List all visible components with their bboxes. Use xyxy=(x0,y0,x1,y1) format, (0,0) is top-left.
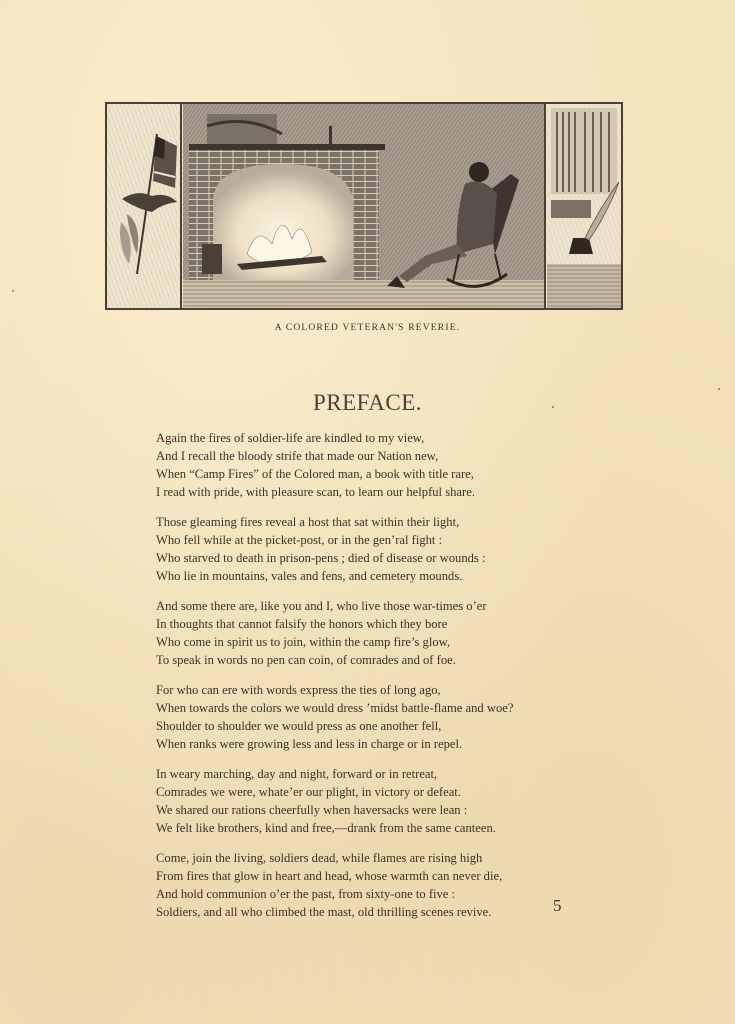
poem-line: Shoulder to shoulder we would press as one another fell, xyxy=(156,719,442,733)
poem-line: When “Camp Fires” of the Colored man, a book with title rare, xyxy=(156,467,474,481)
poem-line: And hold communion o’er the past, from sixty-one to five : xyxy=(156,887,456,901)
stanza xyxy=(156,681,626,753)
poem-line: When towards the colors we would dress ’midst battle-flame and woe? xyxy=(156,701,514,715)
poem-line: Who lie in mountains, vales and fens, and cemetery mounds. xyxy=(156,569,463,583)
page-title: PREFACE. xyxy=(312,390,423,415)
poem-line: Who come in spirit us to join, within the camp fire’s glow, xyxy=(156,635,451,649)
poem-line: I read with pride, with pleasure scan, to learn our helpful share. xyxy=(156,485,475,499)
poem-line: Again the fires of soldier-life are kindled to my view, xyxy=(156,431,425,445)
poem-line: And some there are, like you and I, who live those war-times o’er xyxy=(156,599,487,613)
stanza xyxy=(156,765,626,837)
paper-speck xyxy=(12,290,14,292)
engraving-illustration xyxy=(105,102,623,310)
poem-line: We felt like brothers, kind and free,—drank from the same canteen. xyxy=(156,821,496,835)
poem-line: For who can ere with words express the ties of long ago, xyxy=(156,683,441,697)
poem-line: Who starved to death in prison-pens ; died of disease or wounds : xyxy=(156,551,486,565)
poem-line: In thoughts that cannot falsify the honors which they bore xyxy=(156,617,448,631)
stanza xyxy=(156,597,626,669)
poem-line: To speak in words no pen can coin, of comrades and of foe. xyxy=(156,653,456,667)
poem-line: Comrades we were, whate’er our plight, in victory or defeat. xyxy=(156,785,461,799)
illustration-caption: A COLORED VETERAN'S REVERIE. xyxy=(274,323,461,333)
preface-poem xyxy=(156,429,626,933)
stanza xyxy=(156,513,626,585)
poem-line: And I recall the bloody strife that made our Nation new, xyxy=(156,449,439,463)
veteran-reverie-engraving xyxy=(107,104,621,308)
paper-speck xyxy=(552,406,554,408)
poem-line: From fires that glow in heart and head, whose warmth can never die, xyxy=(156,869,503,883)
poem-line: We shared our rations cheerfully when haversacks were lean : xyxy=(156,803,468,817)
poem-line: Come, join the living, soldiers dead, while flames are rising high xyxy=(156,851,483,865)
poem-line: Those gleaming fires reveal a host that sat within their light, xyxy=(156,515,460,529)
poem-line: Who fell while at the picket-post, or in the gen’ral fight : xyxy=(156,533,443,547)
poem-line: Soldiers, and all who climbed the mast, old thrilling scenes revive. xyxy=(156,905,492,919)
poem-line: When ranks were growing less and less in charge or in repel. xyxy=(156,737,463,751)
poem-line: In weary marching, day and night, forward or in retreat, xyxy=(156,767,438,781)
stanza xyxy=(156,429,626,501)
page-number: 5 xyxy=(553,896,562,915)
paper-speck xyxy=(718,388,720,390)
